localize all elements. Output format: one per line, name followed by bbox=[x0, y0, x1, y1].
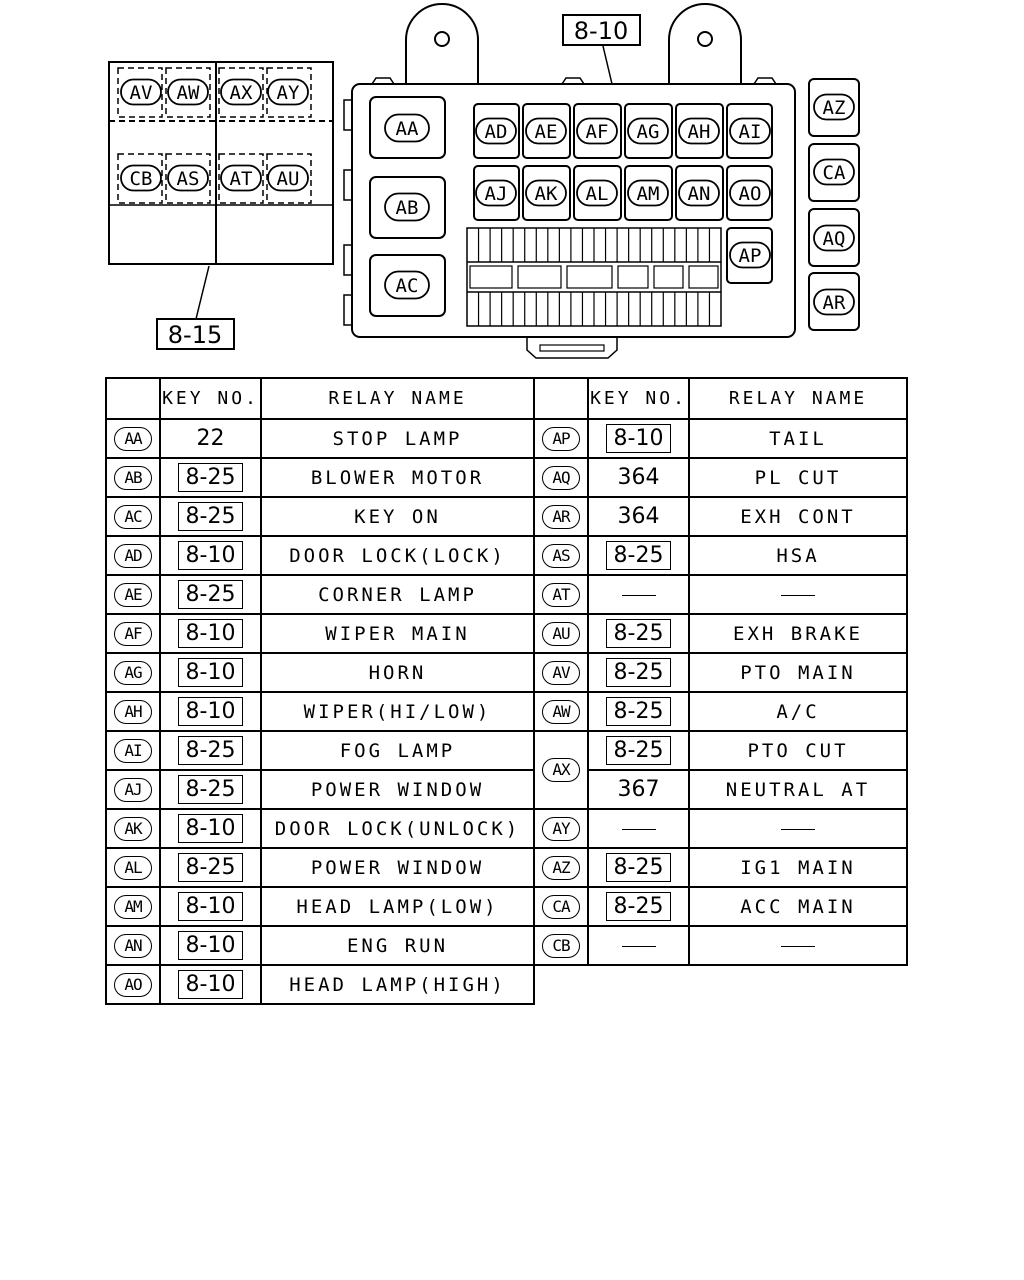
right-key-no-cell bbox=[588, 458, 689, 497]
table-row bbox=[106, 731, 907, 770]
side-relay-badges bbox=[814, 95, 854, 315]
empty-dash bbox=[622, 829, 656, 830]
relay-id-badge: AN bbox=[114, 934, 152, 958]
relay-badge-ao bbox=[730, 181, 770, 206]
relay-name: WIPER MAIN bbox=[325, 622, 470, 645]
right-relay-name-cell bbox=[689, 497, 907, 536]
relay-id-badge: AR bbox=[542, 505, 580, 529]
right-relay-name-cell bbox=[689, 926, 907, 965]
right-key-no-cell bbox=[588, 848, 689, 887]
key-number: 8-10 bbox=[606, 424, 672, 453]
key-number: 8-25 bbox=[178, 463, 244, 492]
left-relay-name-cell bbox=[261, 575, 534, 614]
empty-dash bbox=[781, 946, 815, 947]
svg-text:AE: AE bbox=[534, 121, 558, 143]
left-relay-id-cell bbox=[106, 653, 160, 692]
relay-id-badge: AQ bbox=[542, 466, 580, 490]
svg-text:AQ: AQ bbox=[822, 228, 846, 250]
table-row bbox=[106, 536, 907, 575]
table-row bbox=[106, 614, 907, 653]
relay-badge-ac bbox=[385, 272, 429, 299]
relay-badge-aj bbox=[476, 181, 516, 206]
relay-badge-aa bbox=[385, 115, 429, 142]
relay-name: BLOWER MOTOR bbox=[310, 466, 485, 489]
left-relay-name-cell bbox=[261, 770, 534, 809]
left-key-no-cell bbox=[160, 770, 261, 809]
right-key-no-cell bbox=[588, 731, 689, 770]
right-key-no-cell bbox=[588, 536, 689, 575]
table-row bbox=[106, 497, 907, 536]
svg-text:AX: AX bbox=[229, 82, 253, 104]
relay-badge-ap bbox=[730, 243, 770, 268]
empty-dash bbox=[781, 829, 815, 830]
svg-text:AF: AF bbox=[585, 121, 609, 143]
main-box-relay-badges bbox=[385, 115, 770, 299]
relay-id-badge: AD bbox=[114, 544, 152, 568]
relay-name: TAIL bbox=[769, 427, 827, 450]
left-key-no-cell bbox=[160, 731, 261, 770]
key-number: 8-10 bbox=[178, 814, 244, 843]
table-row bbox=[106, 965, 907, 1004]
relay-name: HSA bbox=[776, 544, 820, 567]
right-relay-id-cell bbox=[534, 575, 588, 614]
left-relay-id-cell bbox=[106, 731, 160, 770]
table-row bbox=[106, 419, 907, 458]
right-relay-id-cell bbox=[534, 887, 588, 926]
svg-text:AM: AM bbox=[636, 183, 660, 205]
relay-id-badge: AA bbox=[114, 427, 152, 451]
right-key-no-cell bbox=[588, 653, 689, 692]
left-relay-name-cell bbox=[261, 653, 534, 692]
relay-name: FOG LAMP bbox=[339, 739, 456, 762]
left-key-no-cell bbox=[160, 692, 261, 731]
relay-id-badge: AM bbox=[114, 895, 152, 919]
empty-dash bbox=[622, 595, 656, 596]
table-row bbox=[106, 458, 907, 497]
relay-id-badge: AX bbox=[542, 758, 580, 782]
relay-badge-al bbox=[577, 181, 617, 206]
relay-badge-at bbox=[221, 166, 261, 191]
left-relay-id-cell bbox=[106, 692, 160, 731]
relay-name: ACC MAIN bbox=[740, 895, 856, 918]
relay-name: IG1 MAIN bbox=[740, 856, 856, 879]
relay-id-badge: AU bbox=[542, 622, 580, 646]
left-relay-id-cell bbox=[106, 614, 160, 653]
key-number: 8-25 bbox=[606, 541, 672, 570]
right-relay-id-cell bbox=[534, 497, 588, 536]
key-number: 364 bbox=[617, 504, 660, 529]
relay-name: PTO MAIN bbox=[740, 661, 856, 684]
relay-id-badge: AK bbox=[114, 817, 152, 841]
right-relay-name-cell bbox=[689, 614, 907, 653]
svg-text:AB: AB bbox=[395, 197, 419, 219]
key-number: 8-25 bbox=[178, 736, 244, 765]
key-number: 364 bbox=[617, 465, 660, 490]
right-relay-name-cell bbox=[689, 536, 907, 575]
key-number: 8-25 bbox=[606, 658, 672, 687]
right-relay-name-cell bbox=[689, 419, 907, 458]
relay-id-badge: AL bbox=[114, 856, 152, 880]
relay-name: STOP LAMP bbox=[332, 427, 463, 450]
left-relay-name-cell bbox=[261, 497, 534, 536]
relay-name: DOOR LOCK(LOCK) bbox=[289, 544, 506, 567]
relay-badge-ab bbox=[385, 194, 429, 221]
relay-id-badge: AJ bbox=[114, 778, 152, 802]
left-relay-id-cell bbox=[106, 575, 160, 614]
left-relay-id-cell bbox=[106, 458, 160, 497]
svg-text:AS: AS bbox=[176, 168, 200, 190]
left-relay-name-cell bbox=[261, 536, 534, 575]
relay-table bbox=[105, 377, 908, 1005]
relay-name: PL CUT bbox=[754, 466, 842, 489]
left-relay-name-cell bbox=[261, 887, 534, 926]
svg-text:AJ: AJ bbox=[484, 183, 508, 205]
relay-name: POWER WINDOW bbox=[310, 778, 485, 801]
relay-id-badge: AC bbox=[114, 505, 152, 529]
left-relay-id-cell bbox=[106, 770, 160, 809]
left-relay-name-cell bbox=[261, 965, 534, 1004]
main-relay-box bbox=[344, 4, 795, 358]
left-key-no-cell bbox=[160, 809, 261, 848]
right-key-no-cell bbox=[588, 575, 689, 614]
relay-badge-au bbox=[268, 166, 308, 191]
key-number: 8-10 bbox=[178, 619, 244, 648]
relay-id-badge: AY bbox=[542, 817, 580, 841]
relay-id-badge: AV bbox=[542, 661, 580, 685]
right-relay-name-cell bbox=[689, 731, 907, 770]
table-row bbox=[106, 848, 907, 887]
right-relay-name-cell bbox=[689, 770, 907, 809]
key-number: 8-25 bbox=[606, 697, 672, 726]
relay-badge-ca bbox=[814, 160, 854, 185]
right-relay-id-cell bbox=[534, 731, 588, 809]
svg-text:AG: AG bbox=[636, 121, 660, 143]
relay-id-badge: AS bbox=[542, 544, 580, 568]
relay-name: PTO CUT bbox=[747, 739, 849, 762]
right-relay-name-cell bbox=[689, 887, 907, 926]
left-relay-name-cell bbox=[261, 692, 534, 731]
header-key-no-left: KEY NO. bbox=[160, 378, 261, 419]
relay-badge-ax bbox=[221, 80, 261, 105]
key-number: 8-25 bbox=[178, 580, 244, 609]
relay-badge-ah bbox=[679, 119, 719, 144]
right-relay-name-cell bbox=[689, 692, 907, 731]
table-row bbox=[106, 770, 907, 809]
right-relay-id-cell bbox=[534, 848, 588, 887]
left-relay-id-cell bbox=[106, 965, 160, 1004]
relay-name: CORNER LAMP bbox=[318, 583, 477, 606]
svg-text:CB: CB bbox=[129, 168, 153, 190]
key-number: 8-10 bbox=[178, 697, 244, 726]
svg-text:CA: CA bbox=[822, 162, 846, 184]
key-number: 8-25 bbox=[606, 736, 672, 765]
right-relay-name-cell bbox=[689, 575, 907, 614]
callout-label-8-15: 8-15 bbox=[167, 321, 223, 349]
key-number: 8-25 bbox=[178, 853, 244, 882]
svg-text:AC: AC bbox=[395, 275, 419, 297]
key-number: 8-25 bbox=[606, 619, 672, 648]
left-key-no-cell bbox=[160, 848, 261, 887]
left-key-no-cell bbox=[160, 536, 261, 575]
right-relay-id-cell bbox=[534, 926, 588, 965]
left-key-no-cell bbox=[160, 965, 261, 1004]
relay-badge-av bbox=[121, 80, 161, 105]
relay-badge-as bbox=[168, 166, 208, 191]
fuse-box-diagram bbox=[0, 0, 1024, 370]
key-number: 8-25 bbox=[178, 775, 244, 804]
left-relay-id-cell bbox=[106, 848, 160, 887]
svg-text:AZ: AZ bbox=[822, 97, 846, 119]
key-number: 8-10 bbox=[178, 892, 244, 921]
leader-line-8-15 bbox=[196, 266, 209, 319]
left-relay-id-cell bbox=[106, 536, 160, 575]
right-key-no-cell bbox=[588, 809, 689, 848]
key-number: 8-25 bbox=[606, 892, 672, 921]
table-row bbox=[106, 887, 907, 926]
relay-id-badge: CB bbox=[542, 934, 580, 958]
left-key-no-cell bbox=[160, 653, 261, 692]
relay-id-badge: AI bbox=[114, 739, 152, 763]
svg-text:AU: AU bbox=[276, 168, 300, 190]
relay-badge-aq bbox=[814, 226, 854, 251]
left-relay-id-cell bbox=[106, 419, 160, 458]
svg-text:AT: AT bbox=[229, 168, 253, 190]
key-number: 8-10 bbox=[178, 541, 244, 570]
header-blank-right bbox=[534, 378, 588, 419]
relay-id-badge: AE bbox=[114, 583, 152, 607]
key-number: 22 bbox=[196, 426, 225, 451]
left-key-no-cell bbox=[160, 497, 261, 536]
left-relay-name-cell bbox=[261, 731, 534, 770]
left-key-no-cell bbox=[160, 458, 261, 497]
right-relay-id-cell bbox=[534, 809, 588, 848]
svg-text:AK: AK bbox=[534, 183, 558, 205]
svg-text:AI: AI bbox=[738, 121, 762, 143]
left-relay-name-cell bbox=[261, 926, 534, 965]
key-number: 8-10 bbox=[178, 658, 244, 687]
fuse-block-slots bbox=[470, 228, 718, 326]
svg-text:AR: AR bbox=[822, 292, 846, 314]
right-key-no-cell bbox=[588, 419, 689, 458]
relay-badge-am bbox=[628, 181, 668, 206]
header-relay-name-left: RELAY NAME bbox=[261, 378, 534, 419]
svg-text:AL: AL bbox=[585, 183, 609, 205]
relay-name: NEUTRAL AT bbox=[725, 778, 871, 801]
right-relay-id-cell bbox=[534, 653, 588, 692]
right-key-no-cell bbox=[588, 770, 689, 809]
key-number: 8-10 bbox=[178, 931, 244, 960]
relay-name: ENG RUN bbox=[346, 934, 449, 957]
relay-id-badge: AH bbox=[114, 700, 152, 724]
svg-text:AA: AA bbox=[395, 118, 419, 140]
svg-text:AV: AV bbox=[129, 82, 153, 104]
relay-name: HEAD LAMP(HIGH) bbox=[289, 973, 506, 996]
right-key-no-cell bbox=[588, 887, 689, 926]
left-key-no-cell bbox=[160, 614, 261, 653]
table-header-row bbox=[106, 378, 907, 419]
relay-name: A/C bbox=[776, 700, 820, 723]
right-relay-name-cell bbox=[689, 809, 907, 848]
relay-badge-ak bbox=[526, 181, 566, 206]
relay-name: DOOR LOCK(UNLOCK) bbox=[274, 817, 521, 840]
relay-id-badge: AT bbox=[542, 583, 580, 607]
right-key-no-cell bbox=[588, 692, 689, 731]
right-relay-id-cell bbox=[534, 692, 588, 731]
table-row bbox=[106, 575, 907, 614]
left-relay-name-cell bbox=[261, 848, 534, 887]
right-relay-id-cell bbox=[534, 614, 588, 653]
svg-text:AO: AO bbox=[738, 183, 762, 205]
relay-badge-cb bbox=[121, 166, 161, 191]
relay-badge-ay bbox=[268, 80, 308, 105]
relay-name: POWER WINDOW bbox=[310, 856, 485, 879]
empty-dash bbox=[781, 595, 815, 596]
svg-text:AH: AH bbox=[687, 121, 711, 143]
relay-badge-af bbox=[577, 119, 617, 144]
relay-name: EXH CONT bbox=[740, 505, 856, 528]
relay-badge-ad bbox=[476, 119, 516, 144]
right-relay-id-cell bbox=[534, 536, 588, 575]
relay-name: KEY ON bbox=[354, 505, 441, 528]
relay-id-badge: AO bbox=[114, 973, 152, 997]
left-key-no-cell bbox=[160, 887, 261, 926]
relay-id-badge: AW bbox=[542, 700, 580, 724]
right-key-no-cell bbox=[588, 926, 689, 965]
right-relay-id-cell bbox=[534, 419, 588, 458]
key-number: 367 bbox=[617, 777, 660, 802]
relay-name: WIPER(HI/LOW) bbox=[303, 700, 492, 723]
empty-dash bbox=[622, 946, 656, 947]
relay-id-badge: AG bbox=[114, 661, 152, 685]
left-relay-id-cell bbox=[106, 497, 160, 536]
key-number: 8-10 bbox=[178, 970, 244, 999]
right-relay-id-cell bbox=[534, 458, 588, 497]
right-key-no-cell bbox=[588, 497, 689, 536]
relay-badge-ar bbox=[814, 290, 854, 315]
relay-name: HORN bbox=[368, 661, 427, 684]
relay-badge-az bbox=[814, 95, 854, 120]
relay-id-badge: AF bbox=[114, 622, 152, 646]
relay-badge-aw bbox=[168, 80, 208, 105]
table-row bbox=[106, 926, 907, 965]
right-relay-name-cell bbox=[689, 848, 907, 887]
callout-label-8-10: 8-10 bbox=[573, 17, 629, 45]
left-relay-name-cell bbox=[261, 419, 534, 458]
relay-id-badge: AZ bbox=[542, 856, 580, 880]
relay-badge-ai bbox=[730, 119, 770, 144]
sub-box-relay-badges bbox=[121, 80, 308, 191]
left-relay-id-cell bbox=[106, 809, 160, 848]
table-row bbox=[106, 809, 907, 848]
left-key-no-cell bbox=[160, 575, 261, 614]
relay-badge-ae bbox=[526, 119, 566, 144]
left-relay-id-cell bbox=[106, 926, 160, 965]
key-number: 8-25 bbox=[606, 853, 672, 882]
relay-id-badge: AP bbox=[542, 427, 580, 451]
relay-badge-ag bbox=[628, 119, 668, 144]
svg-text:AW: AW bbox=[176, 82, 200, 104]
left-relay-name-cell bbox=[261, 809, 534, 848]
left-key-no-cell bbox=[160, 419, 261, 458]
left-relay-name-cell bbox=[261, 614, 534, 653]
key-number: 8-25 bbox=[178, 502, 244, 531]
leader-line-8-10 bbox=[603, 46, 612, 84]
svg-text:AY: AY bbox=[276, 82, 300, 104]
left-relay-name-cell bbox=[261, 458, 534, 497]
empty-cell bbox=[534, 965, 907, 1004]
header-blank-left bbox=[106, 378, 160, 419]
svg-text:AD: AD bbox=[484, 121, 508, 143]
right-key-no-cell bbox=[588, 614, 689, 653]
left-key-no-cell bbox=[160, 926, 261, 965]
right-relay-name-cell bbox=[689, 653, 907, 692]
svg-text:AN: AN bbox=[687, 183, 711, 205]
svg-text:AP: AP bbox=[738, 245, 762, 267]
table-row bbox=[106, 653, 907, 692]
relay-name: EXH BRAKE bbox=[733, 622, 863, 645]
relay-name: HEAD LAMP(LOW) bbox=[296, 895, 499, 918]
header-relay-name-right: RELAY NAME bbox=[689, 378, 907, 419]
table-row bbox=[106, 692, 907, 731]
relay-id-badge: AB bbox=[114, 466, 152, 490]
relay-id-badge: CA bbox=[542, 895, 580, 919]
left-relay-id-cell bbox=[106, 887, 160, 926]
header-key-no-right: KEY NO. bbox=[588, 378, 689, 419]
right-relay-name-cell bbox=[689, 458, 907, 497]
relay-badge-an bbox=[679, 181, 719, 206]
